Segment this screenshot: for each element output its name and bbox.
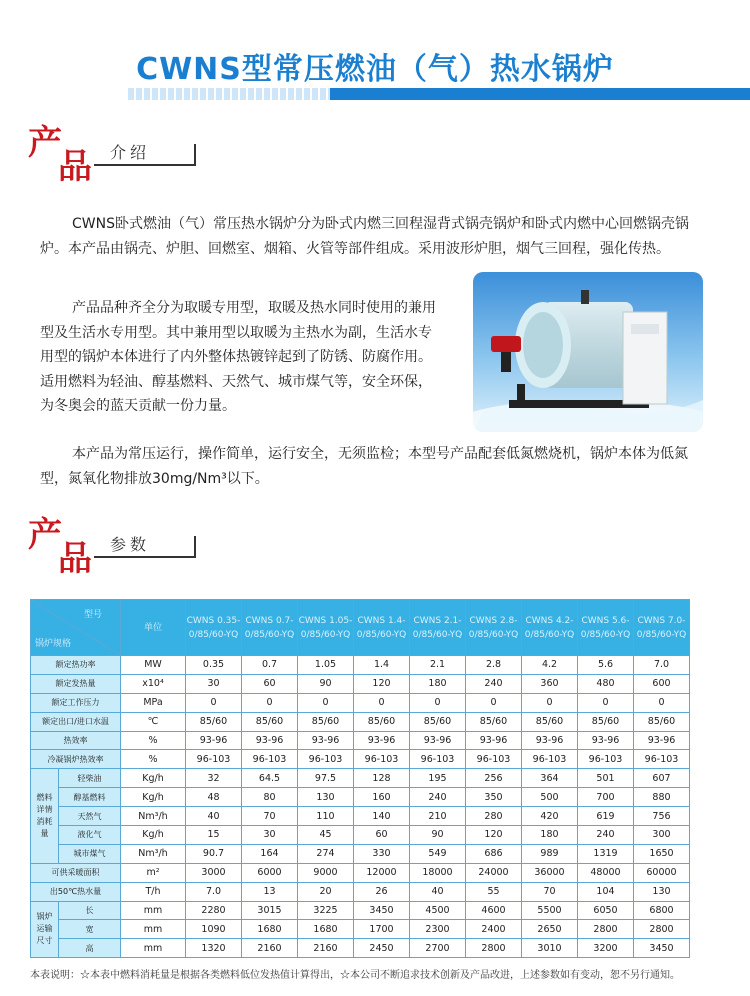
row-value: 2700 <box>410 939 466 958</box>
row-value: 5.6 <box>578 656 634 675</box>
row-value: 256 <box>466 769 522 788</box>
row-value: 501 <box>578 769 634 788</box>
model-header: CWNS 0.35-0/85/60-YQ <box>186 600 242 656</box>
row-value: 164 <box>242 844 298 863</box>
row-value: 0 <box>354 693 410 712</box>
row-value: 40 <box>186 807 242 826</box>
row-unit: Kg/h <box>121 788 186 807</box>
row-value: 70 <box>522 882 578 901</box>
row-value: 93-96 <box>578 731 634 750</box>
spec-row <box>31 731 690 750</box>
boiler-product-image <box>473 272 703 432</box>
spec-row <box>31 788 690 807</box>
row-value: 85/60 <box>298 712 354 731</box>
intro-para-2-line: 型及生活水专用型。其中兼用型以取暖为主热水为副，生活水专 <box>40 324 432 341</box>
row-value: 130 <box>298 788 354 807</box>
row-value: 1.05 <box>298 656 354 675</box>
intro-para-3: 本产品为常压运行，操作简单，运行安全，无须监检；本型号产品配套低氮燃烧机，锅炉本体为低氮型，氮氧化物排放30mg/Nm³以下。 <box>40 446 688 487</box>
row-value: 420 <box>522 807 578 826</box>
row-value: 9000 <box>298 863 354 882</box>
intro-heading-tick <box>194 144 196 166</box>
row-value: 1090 <box>186 920 242 939</box>
row-value: 360 <box>522 674 578 693</box>
spec-row <box>31 750 690 769</box>
row-value: 600 <box>634 674 690 693</box>
row-value: 15 <box>186 826 242 845</box>
row-value: 989 <box>522 844 578 863</box>
row-value: 40 <box>410 882 466 901</box>
row-label: 高 <box>59 939 121 958</box>
row-value: 180 <box>522 826 578 845</box>
row-value: 128 <box>354 769 410 788</box>
row-label: 可供采暖面积 <box>31 863 121 882</box>
row-value: 130 <box>634 882 690 901</box>
row-value: 36000 <box>522 863 578 882</box>
row-value: 240 <box>578 826 634 845</box>
row-value: 3225 <box>298 901 354 920</box>
row-value: 274 <box>298 844 354 863</box>
spec-row <box>31 939 690 958</box>
row-value: 330 <box>354 844 410 863</box>
params-heading <box>28 515 198 580</box>
row-label: 额定工作压力 <box>31 693 121 712</box>
row-value: 85/60 <box>242 712 298 731</box>
row-label: 冷凝锅炉热效率 <box>31 750 121 769</box>
spec-row <box>31 656 690 675</box>
params-heading-underline <box>94 556 194 558</box>
row-value: 80 <box>242 788 298 807</box>
spec-row <box>31 807 690 826</box>
row-value: 85/60 <box>186 712 242 731</box>
row-label: 天然气 <box>59 807 121 826</box>
row-value: 2800 <box>578 920 634 939</box>
table-footnote: 本表说明：☆本表中燃料消耗量是根据各类燃料低位发热值计算得出，☆本公司不断追求技术创新及产品改进，上述参数如有变动，恕不另行通知。 <box>30 970 680 981</box>
row-label: 额定热功率 <box>31 656 121 675</box>
row-value: 2300 <box>410 920 466 939</box>
row-value: 32 <box>186 769 242 788</box>
model-header: CWNS 2.1-0/85/60-YQ <box>410 600 466 656</box>
spec-row <box>31 674 690 693</box>
row-value: 90 <box>410 826 466 845</box>
model-header: CWNS 1.4-0/85/60-YQ <box>354 600 410 656</box>
row-label: 醇基燃料 <box>59 788 121 807</box>
row-label: 液化气 <box>59 826 121 845</box>
row-label: 城市煤气 <box>59 844 121 863</box>
size-group-label: 锅炉运输尺寸 <box>31 901 59 958</box>
row-value: 13 <box>242 882 298 901</box>
row-value: 280 <box>466 807 522 826</box>
row-value: 0.35 <box>186 656 242 675</box>
row-unit: mm <box>121 939 186 958</box>
intro-heading <box>28 123 198 188</box>
row-value: 700 <box>578 788 634 807</box>
row-unit: Nm³/h <box>121 844 186 863</box>
row-unit: m² <box>121 863 186 882</box>
spec-corner-cell <box>31 600 121 656</box>
model-header: CWNS 4.2-0/85/60-YQ <box>522 600 578 656</box>
row-value: 96-103 <box>410 750 466 769</box>
row-value: 26 <box>354 882 410 901</box>
row-value: 4.2 <box>522 656 578 675</box>
intro-para-2-line: 为冬奥会的蓝天贡献一份力量。 <box>40 398 236 414</box>
row-value: 2.1 <box>410 656 466 675</box>
row-value: 85/60 <box>466 712 522 731</box>
row-value: 240 <box>466 674 522 693</box>
intro-heading-char1: 产 <box>28 123 62 163</box>
intro-para-2 <box>40 296 470 419</box>
title-decor-bar <box>128 88 750 100</box>
spec-row <box>31 769 690 788</box>
row-value: 12000 <box>354 863 410 882</box>
row-label: 出50℃热水量 <box>31 882 121 901</box>
row-value: 756 <box>634 807 690 826</box>
row-value: 0 <box>522 693 578 712</box>
row-value: 2800 <box>466 939 522 958</box>
spec-table <box>30 599 690 958</box>
row-unit: T/h <box>121 882 186 901</box>
row-value: 93-96 <box>186 731 242 750</box>
intro-para-2-line: 适用燃料为轻油、醇基燃料、天然气、城市煤气等，安全环保， <box>40 373 432 390</box>
row-unit: ℃ <box>121 712 186 731</box>
spec-header-row <box>31 600 690 656</box>
row-unit: x10⁴ <box>121 674 186 693</box>
row-value: 30 <box>186 674 242 693</box>
row-unit: Nm³/h <box>121 807 186 826</box>
spec-row <box>31 901 690 920</box>
row-value: 4600 <box>466 901 522 920</box>
row-value: 93-96 <box>522 731 578 750</box>
row-value: 3000 <box>186 863 242 882</box>
row-value: 2650 <box>522 920 578 939</box>
row-value: 364 <box>522 769 578 788</box>
row-value: 160 <box>354 788 410 807</box>
boiler-illustration <box>473 272 703 432</box>
row-value: 619 <box>578 807 634 826</box>
row-label: 额定发热量 <box>31 674 121 693</box>
row-value: 2160 <box>298 939 354 958</box>
row-value: 110 <box>298 807 354 826</box>
row-value: 2400 <box>466 920 522 939</box>
row-value: 0 <box>410 693 466 712</box>
row-value: 30 <box>242 826 298 845</box>
row-unit: % <box>121 750 186 769</box>
row-value: 2.8 <box>466 656 522 675</box>
row-value: 6000 <box>242 863 298 882</box>
row-value: 1680 <box>242 920 298 939</box>
row-value: 70 <box>242 807 298 826</box>
row-value: 120 <box>466 826 522 845</box>
corner-model-label: 型号 <box>83 610 102 620</box>
row-value: 607 <box>634 769 690 788</box>
model-header: CWNS 0.7-0/85/60-YQ <box>242 600 298 656</box>
row-value: 55 <box>466 882 522 901</box>
row-value: 48000 <box>578 863 634 882</box>
row-value: 96-103 <box>522 750 578 769</box>
row-value: 93-96 <box>634 731 690 750</box>
fuel-group-label: 燃料详情消耗量 <box>31 769 59 863</box>
row-value: 549 <box>410 844 466 863</box>
row-value: 85/60 <box>410 712 466 731</box>
row-value: 93-96 <box>354 731 410 750</box>
row-value: 60 <box>242 674 298 693</box>
spec-row <box>31 844 690 863</box>
intro-heading-sub: 介绍 <box>110 143 151 162</box>
spec-row <box>31 693 690 712</box>
row-unit: % <box>121 731 186 750</box>
row-value: 180 <box>410 674 466 693</box>
spec-row <box>31 920 690 939</box>
row-value: 120 <box>354 674 410 693</box>
unit-header: 单位 <box>121 600 186 656</box>
row-value: 96-103 <box>298 750 354 769</box>
row-value: 96-103 <box>634 750 690 769</box>
row-value: 45 <box>298 826 354 845</box>
page-title: CWNS型常压燃油（气）热水锅炉 <box>136 52 614 87</box>
row-value: 686 <box>466 844 522 863</box>
row-value: 3015 <box>242 901 298 920</box>
row-value: 3200 <box>578 939 634 958</box>
params-heading-sub: 参数 <box>110 535 151 554</box>
row-unit: Kg/h <box>121 769 186 788</box>
row-value: 0.7 <box>242 656 298 675</box>
row-value: 96-103 <box>466 750 522 769</box>
row-value: 0 <box>186 693 242 712</box>
row-value: 2160 <box>242 939 298 958</box>
row-unit: MW <box>121 656 186 675</box>
row-label: 长 <box>59 901 121 920</box>
corner-spec-label: 锅炉规格 <box>35 639 72 649</box>
row-value: 500 <box>522 788 578 807</box>
row-label: 轻柴油 <box>59 769 121 788</box>
row-value: 6800 <box>634 901 690 920</box>
row-unit: mm <box>121 920 186 939</box>
row-value: 0 <box>634 693 690 712</box>
row-value: 60000 <box>634 863 690 882</box>
model-header: CWNS 2.8-0/85/60-YQ <box>466 600 522 656</box>
row-value: 480 <box>578 674 634 693</box>
row-label: 宽 <box>59 920 121 939</box>
params-heading-char2: 品 <box>58 539 92 579</box>
row-value: 0 <box>242 693 298 712</box>
row-unit: Kg/h <box>121 826 186 845</box>
row-value: 300 <box>634 826 690 845</box>
row-value: 210 <box>410 807 466 826</box>
row-value: 97.5 <box>298 769 354 788</box>
row-value: 48 <box>186 788 242 807</box>
intro-heading-underline <box>94 164 194 166</box>
row-value: 18000 <box>410 863 466 882</box>
intro-heading-char2: 品 <box>58 147 92 187</box>
row-value: 60 <box>354 826 410 845</box>
row-value: 1.4 <box>354 656 410 675</box>
spec-row <box>31 826 690 845</box>
row-value: 3450 <box>354 901 410 920</box>
row-value: 96-103 <box>186 750 242 769</box>
row-value: 1700 <box>354 920 410 939</box>
row-value: 64.5 <box>242 769 298 788</box>
spec-row <box>31 712 690 731</box>
row-value: 85/60 <box>354 712 410 731</box>
row-value: 1320 <box>186 939 242 958</box>
row-value: 20 <box>298 882 354 901</box>
model-header: CWNS 5.6-0/85/60-YQ <box>578 600 634 656</box>
intro-para-2-line: 产品品种齐全分为取暖专用型，取暖及热水同时使用的兼用 <box>72 300 436 316</box>
row-value: 85/60 <box>578 712 634 731</box>
row-value: 3010 <box>522 939 578 958</box>
row-value: 1650 <box>634 844 690 863</box>
model-header: CWNS 7.0-0/85/60-YQ <box>634 600 690 656</box>
spec-row <box>31 882 690 901</box>
row-value: 5500 <box>522 901 578 920</box>
row-value: 85/60 <box>634 712 690 731</box>
intro-para-1: CWNS卧式燃油（气）常压热水锅炉分为卧式内燃三回程湿背式锅壳锅炉和卧式内燃中心回燃锅壳锅炉。本产品由锅壳、炉胆、回燃室、烟箱、火管等部件组成。采用波形炉胆，烟气三回程，强化传热。 <box>40 216 689 257</box>
row-value: 96-103 <box>354 750 410 769</box>
row-value: 7.0 <box>634 656 690 675</box>
row-unit: MPa <box>121 693 186 712</box>
row-value: 96-103 <box>578 750 634 769</box>
row-value: 6050 <box>578 901 634 920</box>
row-value: 2800 <box>634 920 690 939</box>
intro-para-2-line: 用型的锅炉本体进行了内外整体热镀锌起到了防锈、防腐作用。 <box>40 349 432 365</box>
row-value: 85/60 <box>522 712 578 731</box>
row-value: 240 <box>410 788 466 807</box>
row-value: 0 <box>298 693 354 712</box>
row-value: 90.7 <box>186 844 242 863</box>
row-value: 2450 <box>354 939 410 958</box>
row-value: 7.0 <box>186 882 242 901</box>
spec-row <box>31 863 690 882</box>
row-value: 104 <box>578 882 634 901</box>
row-value: 0 <box>578 693 634 712</box>
row-label: 热效率 <box>31 731 121 750</box>
row-value: 1319 <box>578 844 634 863</box>
row-value: 0 <box>466 693 522 712</box>
params-heading-tick <box>194 536 196 558</box>
row-value: 93-96 <box>466 731 522 750</box>
row-value: 2280 <box>186 901 242 920</box>
row-value: 93-96 <box>242 731 298 750</box>
row-label: 额定出口/进口水温 <box>31 712 121 731</box>
row-value: 96-103 <box>242 750 298 769</box>
row-value: 880 <box>634 788 690 807</box>
row-value: 24000 <box>466 863 522 882</box>
row-value: 350 <box>466 788 522 807</box>
row-value: 1680 <box>298 920 354 939</box>
row-value: 140 <box>354 807 410 826</box>
row-value: 3450 <box>634 939 690 958</box>
row-value: 93-96 <box>410 731 466 750</box>
row-unit: mm <box>121 901 186 920</box>
params-heading-char1: 产 <box>28 515 62 555</box>
row-value: 195 <box>410 769 466 788</box>
row-value: 90 <box>298 674 354 693</box>
row-value: 4500 <box>410 901 466 920</box>
row-value: 93-96 <box>298 731 354 750</box>
model-header: CWNS 1.05-0/85/60-YQ <box>298 600 354 656</box>
